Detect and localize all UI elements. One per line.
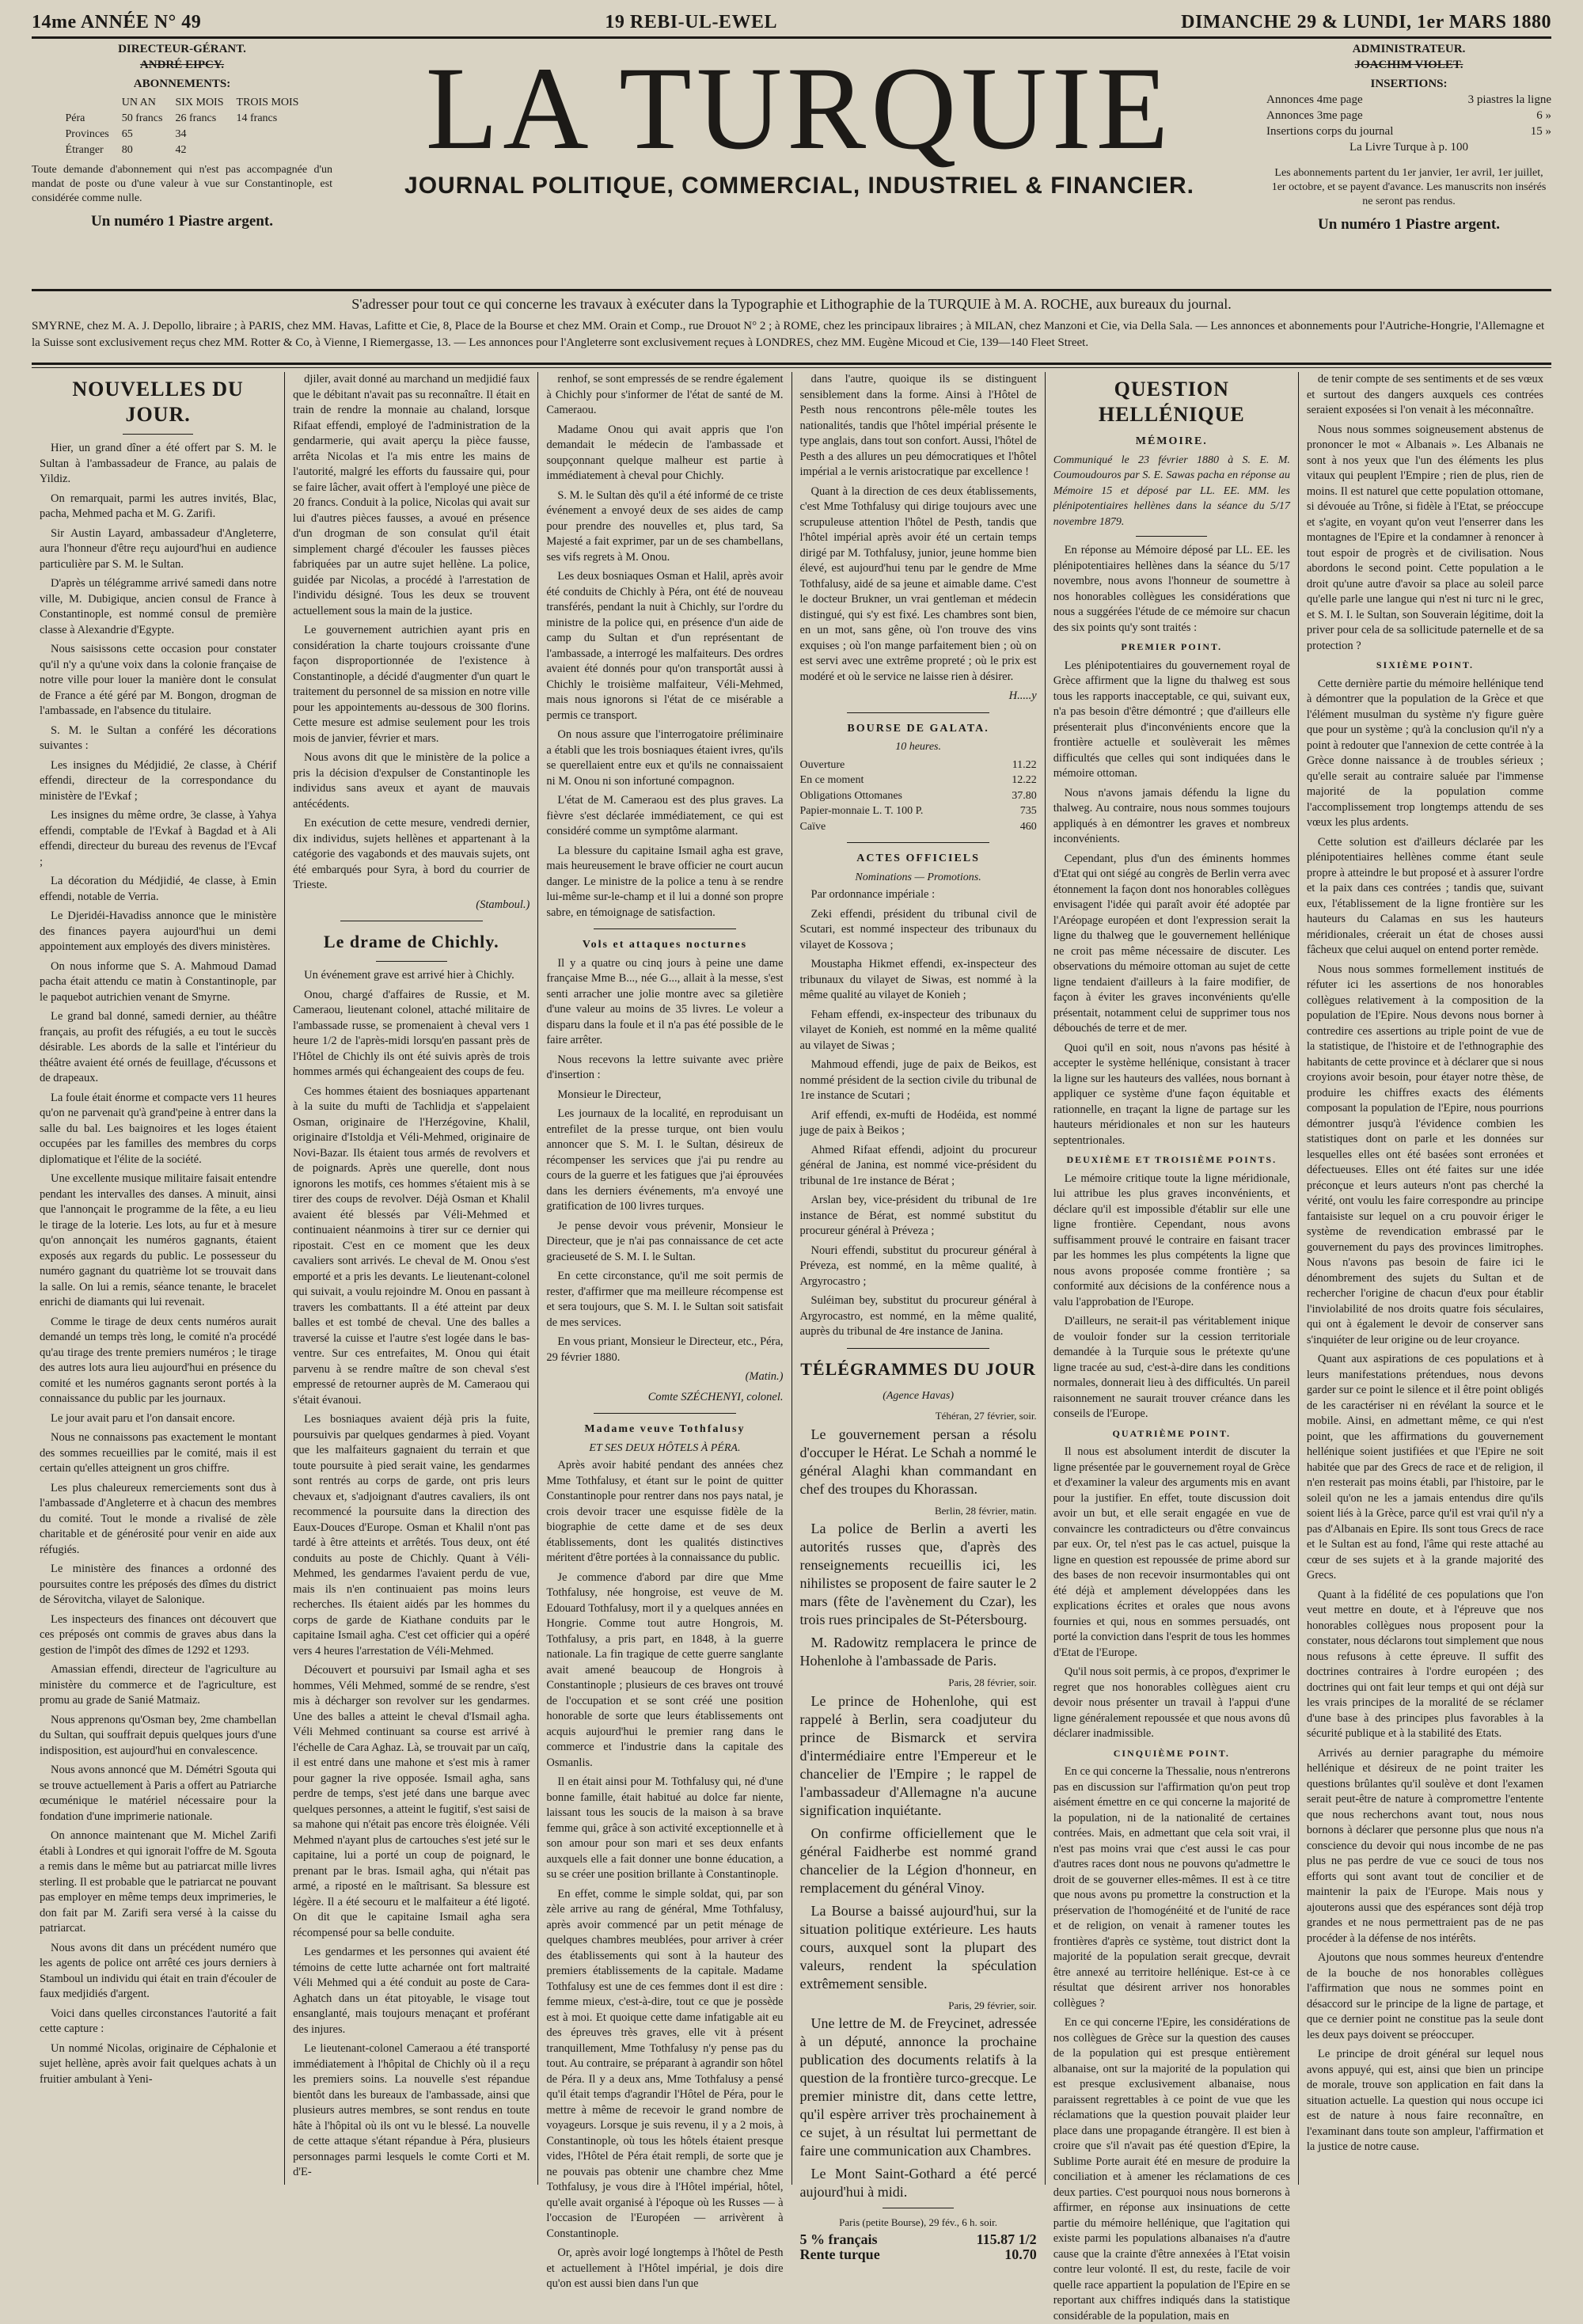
news-paragraph: djiler, avait donné au marchand un medjidié faux que le débitant n'avait pas su reconnaître. Il était en train de rendre la monnaie au chaland, lorsque Rifaat effendi, employé de l'administration de la gendarmerie, qui avait aperçu la pièce fausse, arrêta Nicolas et l'a mis entre les mains de l'autorité, malgré les efforts du faussaire qui, pour se faire lâcher, avait offert à l'employé une pièce de 20 francs. Conduit à la police, Nicolas qui avait sur lui d'autres pièces fausses, a avoué en présence d'un drogman de son consulat qu'il était simplement chargé d'écouler les fausses pièces fabriquées par un autre sujet hellène. La police, guidée par Nicolas, a procédé à l'arrestation de l'individu désigné. Tous les deux se trouvent actuellement sous la main de la justice. xyxy=(293,373,530,617)
bourse-row-label: Obligations Ottomanes xyxy=(799,789,903,802)
insertions-row xyxy=(1266,92,1551,108)
memoire-paragraph: Cette solution est d'ailleurs déclarée par les plénipotentiaires hellènes comme étant seule propre à atteindre le but proposé et à assurer l'ordre et la paix dans ces contrées ; tandis que, suivant eux, l'établissement de la ligne frontière sur les hauteurs du Calamas en sus les hauteurs méridionales, créerait un état de choses aussi fâcheux que celui auquel on entend porter remède. xyxy=(1306,835,1544,956)
news-paragraph: On nous informe que S. A. Mahmoud Damad pacha était attendu ce matin à Constantinople, par le paquebot autrichien venant de Smyrne. xyxy=(40,959,277,1004)
director-name: ANDRÉ EIPCY. xyxy=(139,59,225,71)
dateline xyxy=(32,8,1551,39)
article-paragraph: En effet, comme le simple soldat, qui, par son zèle arrive au rang de général, Mme Tothfalusy, après avoir commencé par un petit ménage de quelques chambres meublées, pour arriver à créer des établissements qui sont à la hauteur des premiers établissements de la capitale. Madame Tothfalusy est une de ces femmes dont il est dire : femme mieux, c'est-à-dire, tout ce que je possède est à moi. Et quoique cette dame infatigable ait eu des épreuves très graves, elle vit à présent tranquillement, Mme Tothfalusy n'y pense pas du tout. Au contraire, se préparant à agrandir son hôtel de Péra. Il y a deux ans, Mme Tothfalusy a pensé qu'il était temps d'agrandir l'Hôtel de Péra, pour le mettre à même de recevoir le grand nombre de voyageurs. Lorsque je suis revenu, il y a 2 mois, à Constantinople, où tous les hôtels étaient presque vides, l'Hôtel de Péra était rempli, de sorte que je ne pouvais pas obtenir une chambre chez Mme Tothfalusy, je vous dire à l'Hôtel impérial, hôtel, qu'elle avait organisé à l'époque où les Russes — à l'occasion de l'Européen — arrivèrent à Constantinople. xyxy=(546,1887,784,2240)
article-paragraph: Il y a quatre ou cinq jours à peine une dame française Mme B..., née G..., allait à la messe, s'est senti arracher une jolie montre avec sa giletière d'une valeur au moins de 35 livres. Le voleur a disparu dans la foule et il n'a pas été possible de le faire arrêter. xyxy=(546,956,784,1046)
newspaper-subtitle: JOURNAL POLITIQUE, COMMERCIAL, INDUSTRIEL & FINANCIER. xyxy=(404,173,1194,199)
article-paragraph: Nous recevons la lettre suivante avec prière d'insertion : xyxy=(546,1053,784,1081)
source-stamboul: (Stamboul.) xyxy=(476,898,530,911)
news-paragraph: Le jour avait paru et l'on dansait encore. xyxy=(51,1411,235,1425)
closing-row xyxy=(800,2232,1037,2248)
subs-row-label: Provinces xyxy=(65,128,109,140)
insertions-note: Les abonnements partent du 1er janvier, 1er avril, 1er juillet, 1er octobre, et se payent d'avance. Les manuscrits non insérés ne seront pas rendus. xyxy=(1271,167,1547,207)
memoire-paragraph: Quant aux aspirations de ces populations et à leurs manifestations prétendues, nous devons garder sur ce point le silence et il être point obligés de les caractériser ni en révélant la source et le mobile. Ainsi, en admettant même, ce qui n'est point, que les affirmations du gouvernement hellénique soient justifiées et que l'Epire ne soit habitée que par des Grecs de race et de religion, il n'en resterait pas moins établi, par l'histoire, par le soleil qu'on ne les a jamais entendus dire qu'ils soient liés à la Grèce, parce qu'il est vrai qu'il n'y a pas d'Albanais en Epire. Ils sont tous Grecs de race et le Sultan est au fond, l'âme qui reste attaché au cœur de ses sujets et à la grande majorité des Grecs. xyxy=(1306,1353,1544,1582)
subscriptions-row xyxy=(59,111,306,127)
insertions-row xyxy=(1266,108,1551,123)
subs-cell: 34 xyxy=(175,128,187,140)
news-paragraph: Le gouvernement autrichien ayant pris en considération la charte toujours croissante d'une façon disproportionnée de l'existence à Constantinople, a décidé d'augmenter d'un quart le traitement du personnel de sa mission en notre ville pour les appointements au-dessous de 300 florins. Cette mesure est admise seulement pour les trois mois de janvier, février et mars. xyxy=(293,624,530,745)
news-paragraph: Le grand bal donné, samedi dernier, au théâtre français, au profit des réfugiés, a eu tout le succès désirable. Les abords de la salle et l'intérieur du théâtre avaient été ornés de feuillage, d'écussons et de drapeaux. xyxy=(40,1010,277,1084)
article-paragraph: Je commence d'abord par dire que Mme Tothfalusy, née hongroise, est veuve de M. Edouard Tothfalusy, mort il y a quelques années en Hongrie. Comme tout autre Hongrois, M. Tothfalusy, a pris part, en 1848, à la guerre nationale. La fin tragique de cette guerre sanglante avait amené beaucoup de Hongrois à Constantinople ; plusieurs de ces braves ont trouvé de l'occupation et se sont créé une position honorable de sorte que leurs établissements ont acquis aujourd'hui le premier rang dans le commerce et l'industrie dans la capitale des Osmanlis. xyxy=(546,1570,784,1769)
memoire-continued xyxy=(1307,372,1543,654)
article-paragraph: La blessure du capitaine Ismail agha est grave, mais heureusement le brave officier ne court aucun danger. Le ministre de la police a tenu à se rendre lui-même sur-le-champ et il lui a donné son propre sabre, en témoignage de satisfaction. xyxy=(546,844,784,919)
telegram-dateline: Téhéran, 27 février, soir. xyxy=(935,1410,1037,1422)
article-paragraph: Un événement grave est arrivé hier à Chichly. xyxy=(304,969,514,982)
article-heading-chichly: Le drame de Chichly. xyxy=(323,932,499,951)
insertions-row xyxy=(1266,139,1551,155)
closing-row-label: 5 % français xyxy=(799,2231,878,2247)
telegram-paragraph: La Bourse a baissé aujourd'hui, sur la situation politique extérieure. Les hauts cours, auxquel sont la plupart des valeurs, rendent la spéculation extrêmement sensible. xyxy=(799,1902,1037,1992)
memoire-paragraph: Ajoutons que nous sommes heureux d'entendre de la bouche de nos honorables collègues l'affirmation que nous ne sommes point en désaccord sur le principe de la ligne de partage, et que ce dernier point ne constitue pas la seule dont les deux pays doivent se préoccuper. xyxy=(1306,1951,1544,2041)
bourse-row xyxy=(800,758,1037,773)
actes-paragraph: Nouri effendi, substitut du procureur général à Préveza, est nommé, en la même qualité, à Argyrocastro ; xyxy=(799,1244,1037,1288)
admin-label: ADMINISTRATEUR. xyxy=(1352,43,1466,55)
masthead xyxy=(32,41,1551,302)
telegram-paragraph: Une lettre de M. de Freycinet, adressée à un député, annonce la prochaine publication des documents relatifs à la question de la frontière turco-grecque. Le premier ministre dit, dans cette lettre, qu'il espère arriver très prochainement à ce sujet, à un résultat lui permettant de faire une communication aux Chambres. xyxy=(799,2015,1037,2159)
closing-label: Paris (petite Bourse), 29 fév., 6 h. soir. xyxy=(839,2216,998,2228)
closing-row xyxy=(800,2247,1037,2263)
subs-cell: 14 francs xyxy=(236,112,278,124)
article-subheading-tothfalusy: ET SES DEUX HÔTELS À PÉRA. xyxy=(589,1441,741,1454)
article-paragraph: Après avoir habité pendant des années chez Mme Tothfalusy, et étant sur le point de quitter Constantinople pour rentrer dans nos pays natal, je crois devoir tracer une esquisse fidèle de la biographie de cette dame et de ses deux établissements, dont les qualités distinctives méritent d'être portées à la connaissance du public. xyxy=(546,1459,784,1564)
article-chichly-continued xyxy=(546,372,783,921)
subs-row-label: Étranger xyxy=(65,144,104,156)
article-paragraph: Il en était ainsi pour M. Tothfalusy qui, né d'une bonne famille, était habitué au dolce far niente, laissant tous les soucis de la maison à sa brave femme qui, grâce à son activité exceptionnelle et à son amour pour son mari et ses deux enfants auxquels elle a fait donner une bonne éducation, a su se créer une position brillante à Constantinople. xyxy=(546,1775,784,1881)
memoire-paragraph: Qu'il nous soit permis, à ce propos, d'exprimer le regret que nos honorables collègues aient cru devoir nous présenter un travail à l'appui d'une ligne généralement repoussée et que nous avons dû déclarer inadmissible. xyxy=(1053,1665,1290,1740)
subscriptions-header-row xyxy=(59,95,306,111)
printing-notice: S'adresser pour tout ce qui concerne les travaux à exécuter dans la Typographie et Lithographie de la TURQUIE à M. A. ROCHE, aux bureaux du journal. xyxy=(351,296,1232,312)
bourse-row-value: 12.22 xyxy=(1012,774,1037,786)
memoire-paragraph: En réponse au Mémoire déposé par LL. EE. les plénipotentiaires hellènes dans la séance du 5/17 novembre, nous avons l'honneur de soumettre à nos honorables collègues les considérations que nous a suggérées l'étude de ce mémoire sur chacun des six points qu'y sont traités : xyxy=(1053,544,1290,634)
bourse-row-value: 460 xyxy=(1019,820,1037,833)
article-paragraph: Je pense devoir vous prévenir, Monsieur le Directeur, que je n'ai pas connaissance de cet acte gracieuseté de S. M. I. le Sultan. xyxy=(546,1219,784,1263)
article-paragraph: L'état de M. Cameraou est des plus graves. La fièvre s'est déclarée immédiatement, ce qui est considéré comme un symptôme alarmant. xyxy=(546,794,784,837)
news-paragraph: S. M. le Sultan a conféré les décorations suivantes : xyxy=(40,723,277,752)
divider xyxy=(376,961,447,962)
column-4 xyxy=(792,372,1046,2262)
news-paragraph: On remarquait, parmi les autres invités, Blac, pacha, Mehmed pacha et M. G. Zarifi. xyxy=(40,492,277,520)
dateline-issue: 14me ANNÉE N° 49 xyxy=(32,11,202,32)
subs-cell: 80 xyxy=(121,144,133,156)
article-paragraph: S. M. le Sultan dès qu'il a été informé de ce triste événement a envoyé deux de ses aides de camp pour prendre des nouvelles et, plus tard, Sa Majesté a fait exprimer, par un de ses chambellans, ses vifs regrets à M. Onou. xyxy=(546,488,784,564)
memoire-paragraph: Cependant, plus d'un des éminents hommes d'Etat qui ont siégé au congrès de Berlin verra avec étonnement la façon dont nos honorables collègues envisagent l'idée qui paraît avoir été adoptée par l'Aréopage européen et dont l'expression serait la ligne du thalweg que le gouvernement hellénique ne croit pas même nécessaire de discuter. Les observations du mémoire ottoman au sujet de cette ligne tendaient d'ailleurs à la faire modifier, de façon à éviter les graves inconvénients qu'elle présentait, notamment celui de supprimer tous nos débouchés de terre et de mer. xyxy=(1053,852,1290,1035)
telegram-dateline: Paris, 28 février, soir. xyxy=(948,1677,1037,1688)
actes-paragraph: Arif effendi, ex-mufti de Hodéida, est nommé juge de paix à Beikos ; xyxy=(799,1108,1037,1137)
subs-cell xyxy=(230,127,306,142)
insertions-label: Annonces 3me page xyxy=(1266,109,1363,122)
telegram xyxy=(800,2015,1037,2201)
memoire-paragraph: Nous nous sommes soigneusement abstenus de prononcer le mot « Albanais ». Les Albanais ne sont à nos yeux que l'un des éléments les plus vitaux qui peuplent l'Empire ; rien de plus, rien de moins. Il est naturel que cette population ottomane, si dévouée au Trône, si fidèle à l'Etat, se préoccupe et s'agite, en voyant qu'on veut l'enserrer dans les montagnes de l'Epire et la condamner à renoncer à tout espoir de progrès et de civilisation. Nous abordons le second point. Cette population a le droit qu'une autre d'avoir sa place au soleil parce qu'elle parle une langue qui n'est ni turc ni le grec, et S. M. I. le Sultan, son Souverain légitime, doit la priver pour cela de sa sollicitude paternelle et de sa protection ? xyxy=(1306,423,1544,652)
news-paragraph: Le Djeridéi-Havadiss annonce que le ministère des finances payera aujourd'hui un demi appointement aux employés des divers ministères. xyxy=(40,909,277,953)
memoire-intro: Communiqué le 23 février 1880 à S. E. M. Coumoudouros par S. E. Sawas pacha en réponse au Mémoire 15 et déposé par LL. EE. MM. les plénipotentiaires hellènes dans la séance du 5/17 novembre 1879. xyxy=(1053,454,1290,528)
bourse-row-value: 735 xyxy=(1019,805,1037,817)
insertions-value: 6 » xyxy=(1536,109,1551,122)
subs-cell: 50 francs xyxy=(121,112,163,124)
article-paragraph: Onou, chargé d'affaires de Russie, et M. Cameraou, lieutenant colonel, attaché militaire de l'ambassade russe, se promenaient à cheval vers 1 heure 1/2 de l'après-midi lorsqu'en passant près de l'Hôtel de Chichly ils ont été suivis après de trois hommes armés qui échangeaient des coups de feu. xyxy=(293,988,530,1078)
article-paragraph: Or, après avoir logé longtemps à l'hôtel de Pesth et actuellement à l'Hôtel impérial, je dois dire qu'on est aussi bien dans l'un que xyxy=(546,2246,784,2290)
article-paragraph: En cette circonstance, qu'il me soit permis de rester, d'affirmer que ma meilleure récompense est et sera toujours, que S. M. I. le Sultan soit satisfait de mes services. xyxy=(546,1270,784,1329)
telegrams-agency: (Agence Havas) xyxy=(883,1389,954,1402)
point-heading: DEUXIÈME ET TROISIÈME POINTS. xyxy=(1066,1154,1277,1165)
news-body xyxy=(40,441,276,2087)
divider xyxy=(32,289,1551,291)
memoire-paragraph: Quant à la fidélité de ces populations que l'on veut mettre en doute, et à l'épreuve que nos honorables collègues nous proposent pour la constater, nous déclarons tout simplement que nous nous refusons à cette épreuve. Il suffit des doctrines contraires à l'ordre européen ; des doctrines qui ont fait leur temps et qui ont déjà sur les vrais principes de la moralité de se réclamer d'une base à des principes plus favorables à la sécurité publique et à la stabilité des Etats. xyxy=(1306,1588,1544,1740)
divider xyxy=(847,842,989,843)
newspaper-title: LA TURQUIE xyxy=(425,43,1174,174)
actes-paragraph: Moustapha Hikmet effendi, ex-inspecteur des tribunaux du vilayet de Siwas, est nommé à la même qualité au vilayet de Konieh ; xyxy=(799,958,1037,1001)
issue-price-left: Un numéro 1 Piastre argent. xyxy=(91,213,273,230)
memoire-paragraph: Le mémoire critique toute la ligne méridionale, lui attribue les plus graves inconvénients, et déclare qu'il est impossible d'établir sur elle une ligne frontière. Cependant, nous avons suffisamment prouvé le contraire en faisant tracer par les hommes les plus compétents la ligne que nous avons proposée comme frontière ; sa conformité aux décisions de la conférence nous a valu l'approbation de l'Europe. xyxy=(1053,1171,1290,1308)
news-paragraph: Nous avons annoncé que M. Démétri Sgouta qui se trouve actuellement à Paris a offert au Patriarche œcuménique le matériel nécessaire pour la fondation d'une imprimerie nationale. xyxy=(40,1764,277,1823)
telegrams-heading: TÉLÉGRAMMES DU JOUR xyxy=(800,1358,1036,1379)
memoire-paragraph: Cette dernière partie du mémoire hellénique tend à démontrer que la population de la Grèce et que l'élément musulman du système n'y figure guère que pour un système ; qu'à la conclusion qu'il n'y a point à redouter que l'annexion de cette contrée à la Grèce donne naissance à de troubles sérieux ; qu'elle serait au contraire saluée par l'immense majorité de la population comme l'accomplissement trop longtemps attendu de ses vœux les plus ardents. xyxy=(1306,677,1544,829)
telegram-paragraph: On confirme officiellement que le général Faidherbe est nommé grand chancelier de la Légion d'honneur, en remplacement du général Vinoy. xyxy=(799,1825,1037,1896)
closing-row-value: 115.87 1/2 xyxy=(976,2231,1037,2247)
article-vols-body xyxy=(546,956,783,1366)
masthead-subscriptions xyxy=(32,41,332,230)
news-paragraph: La foule était énorme et compacte vers 11 heures qu'on ne parvenait qu'à grand'peine à entrer dans la salle du bal. Les baignoires et les loges étaient occupées par les familles des membres du corps diplomatique et l'élite de la société. xyxy=(40,1091,277,1166)
memoire-paragraph: En ce qui concerne la Thessalie, nous n'entrerons pas en discussion sur l'affirmation qu'on peut trop aisément émettre en ce qui concerne la majorité de la population, ni de la nationalité de certaines contrées. Mais, en admettant que cela soit vrai, il n'est pas moins vrai que c'est aussi le cas pour d'autres races dont nous ne pouvons qu'admettre le droit de se gouverner elles-mêmes. Il est à ce titre que nous avons pu promettre la construction et la préservation de l'homogénéité et de l'unité de race et de religion, on venait à ramener toutes les frontières d'après ce système, tout district dont la majorité de la population serait grecque, devrait être annexé au territoire hellénique. Est-ce à ce résultat que désirent arriver nos honorables collègues ? xyxy=(1053,1765,1290,2010)
news-paragraph: Les inspecteurs des finances ont découvert que ces préposés ont commis de graves abus dans la gestion de l'impôt des dîmes de 1292 et 1293. xyxy=(40,1612,277,1657)
subscriptions-table xyxy=(59,95,306,158)
article-paragraph: Les journaux de la localité, en reproduisant un entrefilet de la presse turque, ont bien voulu annoncer que S. M. I. le Sultan, désireux de récompenser les services que j'ai pu rendre au cours de la guerre et les fatigues que j'ai éprouvées dans les derniers événements, m'a envoyé une gratification de 100 livres turques. xyxy=(546,1107,784,1213)
actes-heading: ACTES OFFICIELS xyxy=(856,853,980,864)
divider xyxy=(594,1413,736,1414)
telegram-paragraph: Le Mont Saint-Gothard a été percé aujourd'hui à midi. xyxy=(799,2166,1037,2200)
memoire-paragraph: de tenir compte de ses sentiments et de ses vœux et surtout des dangers auxquels ces contrées seraient exposées si l'on venait à les méconnaître. xyxy=(1306,373,1544,416)
columns xyxy=(32,372,1551,2322)
telegram-paragraph: M. Radowitz remplacera le prince de Hohenlohe à l'ambassade de Paris. xyxy=(799,1635,1037,1669)
telegram xyxy=(800,1692,1037,1993)
actes-paragraph: Suléiman bey, substitut du procureur général à Argyrocastro, est nommé, en la même qualité, auprès du tribunal de 4re instance de Janina. xyxy=(799,1294,1037,1338)
subs-col-three: TROIS MOIS xyxy=(236,97,299,108)
insertions-title: INSERTIONS: xyxy=(1370,78,1448,90)
news-continued xyxy=(293,372,530,894)
article-paragraph: Les gendarmes et les personnes qui avaient été témoins de cette lutte acharnée ont fort maltraité Véli Mehmed qui a été conduit au poste de Cara-Aghatch dans un état pitoyable, le visage tout ensanglanté, mais toujours menaçant et proférant des injures. xyxy=(293,1946,530,2036)
point-heading: QUATRIÈME POINT. xyxy=(1112,1427,1232,1439)
subs-col-six: SIX MOIS xyxy=(175,97,224,108)
closing-row-value: 10.70 xyxy=(1004,2246,1037,2262)
subscriptions-row xyxy=(59,127,306,142)
memoire-paragraph: Quoi qu'il en soit, nous n'avons pas hésité à accepter le système hellénique, consistant à tracer la ligne sur les hauteurs des vallées, nous bornant à appliquer ce système d'une façon équitable et rationnelle, en traçant la ligne de partage sur les hauteurs méridionales et non sur les hauteurs septentrionales. xyxy=(1053,1041,1290,1147)
news-paragraph: Les plus chaleureux remerciements sont dus à l'ambassade d'Angleterre et à chacun des membres du comité. Tout le monde a rivalisé de zèle charitable et de générosité pour venir en aide aux réfugiés. xyxy=(40,1481,277,1556)
article-paragraph: dans l'autre, quoique ils se distinguent sensiblement dans la forme. Ainsi à l'Hôtel de Pesth nous rencontrons pêle-mêle toutes les nationalités, tandis que l'hôtel impérial présente le type anglais, dans tout son confort. Aussi, l'hôtel de Pesth a des allures un peu démocratiques et l'hôtel impérial a le vernis aristocratique par excellence ! xyxy=(799,373,1037,478)
news-paragraph: Nous saisissons cette occasion pour constater qu'il n'y a qu'une voix dans la colonie française de notre ville pour louer la manière dont le consulat de France a été géré par M. Bongon, drogman de l'ambassade, en l'absence du titulaire. xyxy=(40,643,277,717)
telegram-paragraph: Le gouvernement persan a résolu d'occuper le Hérat. Le Schah a nommé le général Alaghi khan commandant en chef des troupes du Khorassan. xyxy=(799,1426,1037,1497)
memoire-paragraph: Le principe de droit général sur lequel nous avons appuyé, qui est, ainsi que bien un principe de morale, trouve son application en fait dans la situation actuelle. La question qui nous occupe ici est de nature à nous faire reconnaître, en l'examinant dans toute son ampleur, l'affirmation et la justice de notre cause. xyxy=(1306,2048,1544,2153)
article-paragraph: Quant à la direction de ces deux établissements, c'est Mme Tothfalusy qui dirige toujours avec une scrupuleuse attention l'hôtel de Pesth, tandis que l'hôtel impérial après avoir été un certain temps dirigé par M. Tothfalusy, junior, jeune homme bien élevé, est aujourd'hui tenu par le gendre de Mme Tothfalusy, aidé de sa jeune et aimable dame. C'est le docteur Brukner, un vrai gentleman et médecin distingué, qui s'y est fixé. Les chambres sont bien, en un mot, sans gêne, où l'on trouve des vins exquises ; où l'on mange parfaitement bien ; où on est servi avec une extrême propreté ; où le prix est modéré et où le service ne laisse rien à désirer. xyxy=(799,484,1037,683)
telegram-paragraph: La police de Berlin a averti les autorités russes que, d'après des renseignements recueillis ici, les nihilistes se proposent de faire sauter le 2 mars (fête de l'avènement du Czar), les trois rues principales de St-Pétersbourg. xyxy=(799,1521,1037,1627)
subs-col-year: UN AN xyxy=(121,97,156,108)
memoire-body xyxy=(1053,1764,1290,2324)
memoire-body xyxy=(1053,1445,1290,1742)
news-paragraph: Nous avons dit dans un précédent numéro que les agents de police ont arrêté ces jours derniers à Stamboul un individu qui était en train d'écouler de faux medjidiés d'argent. xyxy=(40,1941,277,2000)
letter-signature: Comte SZÉCHENYI, colonel. xyxy=(647,1390,784,1403)
telegram xyxy=(800,1520,1037,1670)
subscriptions-note: Toute demande d'abonnement qui n'est pas accompagnée d'un mandat de poste ou d'une valeur à vue sur Constantinople, est considérée comme nulle. xyxy=(32,164,332,204)
bourse-row-label: Ouverture xyxy=(799,758,845,771)
memoire-paragraph: En ce qui concerne l'Epire, les considérations de nos collègues de Grèce sur la question des causes de la population qui est presque entièrement albanaise, ont sur la majorité de la population qui est presque exclusivement albanaise, nous paraissent regrettables à ce point de vue que les réclamations que la question pouvait plaider leur place dans une propagande étrangère. Il est bien à croire que s'il n'avait pas été question d'Epire, la Sublime Porte aurait été en mesure de produire la conciliation et à amener les réclamations de ces deux parties. C'est pourquoi nous nous bornerons à affirmer, en réponse aux insinuations de cette partie du mémoire hellénique, que l'agitation qui existe parmi les populations albanaises n'a d'autre cause que la crainte d'être annexées à l'Etat voisin contre leur volonté. Il est, du reste, facile de voir quelle race appartient la population de l'Epire en se reportant aux chiffres indiqués dans la statistique considérable de la population, mais en xyxy=(1053,2016,1290,2322)
column-2 xyxy=(285,372,538,2185)
bourse-row xyxy=(800,819,1037,835)
article-paragraph: Le lieutenant-colonel Cameraou a été transporté immédiatement à l'hôpital de Chichly où il a reçu les premiers soins. La nouvelle s'est répandue bientôt dans les bureaux de l'ambassade, ainsi que plusieurs autres membres, se sont rendus en toute hâte à l'hôpital où ils ont vu le blessé. La nouvelle de cette attaque s'étant répandue à Péra, plusieurs personnages parmi lesquels le comte Corti et M. d'E- xyxy=(293,2042,530,2178)
telegram-dateline: Berlin, 28 février, matin. xyxy=(934,1504,1037,1517)
actes-paragraph: Zeki effendi, président du tribunal civil de Scutari, est nommé inspecteur des tribunaux du vilayet de Kossova ; xyxy=(799,907,1037,951)
closing-row-label: Rente turque xyxy=(799,2246,880,2262)
bourse-heading: BOURSE DE GALATA. xyxy=(847,722,989,735)
subs-row-label: Péra xyxy=(65,112,85,124)
bourse-row-label: En ce moment xyxy=(799,774,864,786)
article-tothfalusy-continued xyxy=(800,372,1037,685)
article-heading-vols: Vols et attaques nocturnes xyxy=(582,939,748,951)
subs-cell xyxy=(230,142,306,158)
actes-subheading: Nominations — Promotions. xyxy=(855,871,981,883)
hellenic-question-heading: QUESTION HELLÉNIQUE xyxy=(1098,378,1245,426)
insertions-value: 15 » xyxy=(1530,125,1551,138)
news-paragraph: Hier, un grand dîner a été offert par S. M. le Sultan à l'ambassadeur de France, au palais de Yildiz. xyxy=(40,442,277,485)
memoire-paragraph: Nous nous sommes formellement institués de réfuter ici les assertions de nos honorables collègues relativement à la composition de la population de l'Epire. Nous devons nous borner à contredire ces assertions au triple point de vue de la statistique, de l'histoire et de l'ethnographie des habitants de cette province et à déclarer que si nous croyions avoir besoin, pour étayer notre thèse, de produire les chiffres exacts des éléments composant la population de l'Epire, nous pourrions démontrer jusqu'à l'évidence combien les statistiques dont on parle et les données sur lesquelles elles ont été basées sont erronées et défectueuses. Elles ont été faites sur une idée préconçue et leurs auteurs n'ont pas cherché la vérité, ont voulu les faire correspondre au principe fantaisiste sur lequel on a cru pouvoir ériger le système de revendication embrassé par le gouvernement du pays des provinces limitrophes. Nous n'avons pas besoin de faire ici le dénombrement des sujets du Sultan et de rechercher l'origine de chacun d'eux pour établir l'inviolabilité de nos droits quatre fois séculaires, qui ont à également le devoir de conserver sans s'inquiéter de leur origine ou de leur croyance. xyxy=(1306,963,1544,1346)
news-paragraph: Un nommé Nicolas, originaire de Céphalonie et sujet hellène, après avoir fait quelques achats à un fruitier ambulant à Yeni- xyxy=(40,2041,277,2086)
divider xyxy=(32,367,1551,368)
divider xyxy=(594,928,736,929)
bourse-row xyxy=(800,803,1037,819)
article-heading-tothfalusy: Madame veuve Tothfalusy xyxy=(584,1423,746,1435)
telegrams-body xyxy=(800,1408,1037,2201)
masthead-title-block xyxy=(348,41,1251,199)
news-paragraph: En exécution de cette mesure, vendredi dernier, dix individus, sujets hellènes et appartenant à la catégorie des vagabonds et des mauvais sujets, ont été embarqués pour Syra, à bord du courrier de Trieste. xyxy=(293,817,530,891)
divider xyxy=(847,1348,989,1349)
insertions-label: La Livre Turque à p. 100 xyxy=(1350,141,1468,154)
article-paragraph: Les deux bosniaques Osman et Halil, après avoir été conduits de Chichly à Péra, ont été de nouveau transférés, pendant la nuit à Chichly, sur l'ordre du ministre de la police qui, en présence d'un aide de camp du Sultan et d'un représentant de l'ambassade, a interrogé les malfaiteurs. Des ordres avaient été donnés pour qu'on transportât aussi à Chichly le troisième malfaiteur, Véli-Mehmed, mais nous ignorons si l'état de ce misérable a permis ce transport. xyxy=(546,570,784,722)
article-paragraph: Monsieur le Directeur, xyxy=(557,1088,662,1101)
article-paragraph: Madame Onou qui avait appris que l'on demandait le médecin de l'ambassade et soupçonnant quelque malheur est partie à immédiatement à cheval pour Chichly. xyxy=(546,423,784,482)
bourse-row-value: 37.80 xyxy=(1012,789,1037,802)
memoire-paragraph: Les plénipotentiaires du gouvernement royal de Grèce affirment que la ligne du thalweg est sous tous les rapports inacceptable, ce qui, suivant eux, n'a pas besoin d'être démontré ; que d'ailleurs elle présenterait plus d'inconvénients encore que la frontière actuelle et soulèverait les mêmes difficultés que celles qui sont indiquées dans le mémoire ottoman. xyxy=(1053,659,1290,780)
point-heading: CINQUIÈME POINT. xyxy=(1113,1747,1230,1759)
memoire-paragraph: Nous n'avons jamais défendu la ligne du thalweg. Au contraire, nous nous sommes toujours appliqués à en démontrer les graves et nombreux inconvénients. xyxy=(1053,786,1290,845)
article-tothfalusy-body xyxy=(546,1458,783,2292)
director-label: DIRECTEUR-GÉRANT. xyxy=(118,43,246,55)
news-paragraph: Nous ne connaissons pas exactement le montant des sommes recueillies par le comité, mais il est certain qu'elles atteignent un gros chiffre. xyxy=(40,1431,277,1475)
admin-name: JOACHIM VIOLET. xyxy=(1354,59,1463,71)
divider xyxy=(847,712,989,713)
actes-body xyxy=(800,887,1037,1340)
bourse-row-label: Papier-monnaie L. T. 100 P. xyxy=(799,805,924,817)
dateline-hijri: 19 REBI-UL-EWEL xyxy=(605,11,777,32)
insertions-row xyxy=(1266,123,1551,139)
actes-paragraph: Ahmed Rifaat effendi, adjoint du procureur général de Janina, est nommé vice-président du tribunal de 1re instance de Bérat ; xyxy=(799,1143,1037,1187)
actes-paragraph: Par ordonnance impériale : xyxy=(810,888,936,901)
news-paragraph: Voici dans quelles circonstances l'autorité a fait cette capture : xyxy=(40,2007,277,2035)
article-paragraph: En vous priant, Monsieur le Directeur, etc., Péra, 29 février 1880. xyxy=(546,1335,784,1364)
column-1 xyxy=(32,372,285,2185)
bourse-time: 10 heures. xyxy=(895,741,941,753)
memoire-paragraph: Arrivés au dernier paragraphe du mémoire hellénique et désireux de ne point traiter les questions brûlantes qu'il soulève et dont l'examen serait peut-être de nature à compromettre l'entente que nous recherchons avant tout, nous nous bornons à déclarer que personne plus que nous n'a conscience du devoir qui nous incombe de ne pas plus ne pas perdre de vue ce souci de tous nos efforts qui sont avant tout de concilier et de maintenir la paix de l'Europe. Mais nous y ajouterons aussi que des espérances sont déjà trop grandes et ne nous permettraient pas de ne pas procéder à la défense de nos intérêts. xyxy=(1306,1746,1544,1945)
article-paragraph: On nous assure que l'interrogatoire préliminaire a établi que les trois bosniaques étaient ivres, qu'ils se querellaient entre eux et qu'ils ne connaissaient ni M. Onou ni son infortuné compagnon. xyxy=(546,728,784,788)
telegram-dateline: Paris, 29 février, soir. xyxy=(948,1999,1037,2011)
actes-paragraph: Arslan bey, vice-président du tribunal de 1re instance de Bérat, est nommé substitut du procureur général à Préveza ; xyxy=(799,1194,1037,1237)
news-heading: NOUVELLES DU JOUR. xyxy=(72,378,244,426)
telegram-paragraph: Le prince de Hohenlohe, qui est rappelé à Berlin, sera coadjuteur du prince de Bismarck et servira d'intermédiaire entre l'Empereur et le chancelier de l'Empire ; le rappel de l'ambassadeur d'Allemagne n'a aucune signification inquiétante. xyxy=(799,1692,1037,1818)
actes-paragraph: Feham effendi, ex-inspecteur des tribunaux du vilayet de Konieh, est nommé en la même qualité au vilayet de Siwas ; xyxy=(799,1008,1037,1052)
agencies-notice: SMYRNE, chez M. A. J. Depollo, libraire ; à PARIS, chez MM. Havas, Lafitte et Cie, 8, Place de la Bourse et chez MM. Orain et Comp., rue Drouot N° 2 ; à ROME, chez les principaux libraires ; à MILAN, chez Manzoni et Cie, via Della Sala. — Les annonces et abonnements pour l'Autriche-Hongrie, l'Allemagne et la Suisse sont exclusivement reçus chez MM. Rotter & Co, à Vienne, I Riemergasse, 13. — Les annonces pour l'Angleterre sont exclusivement reçues à LONDRES, chez MM. Eugène Micoud et Cie, 139—140 Fleet Street. xyxy=(32,320,1545,349)
masthead-insertions xyxy=(1266,41,1551,233)
bourse-row xyxy=(800,773,1037,788)
news-paragraph: Comme le tirage de deux cents numéros aurait demandé un temps très long, le comité n'a procédé qu'au tirage des trente premiers numéros ; le tirage des autres lots aura lieu aujourd'hui en présence du comité et les numéros gagnants seront portés à la connaissance du public par les journaux. xyxy=(40,1315,277,1405)
news-paragraph: Les insignes du Médjidié, 2e classe, à Chérif effendi, directeur de la correspondance du ministère de l'Evkaf ; xyxy=(40,758,277,803)
column-3 xyxy=(538,372,792,2290)
divider xyxy=(123,434,194,435)
news-paragraph: D'après un télégramme arrivé samedi dans notre ville, M. Dubigique, ancien consul de France à Constantinople, est nommé consul de première classe à Alexandrie d'Egypte. xyxy=(40,577,277,636)
insertions-label: Annonces 4me page xyxy=(1266,93,1363,106)
actes-paragraph: Mahmoud effendi, juge de paix de Beikos, est nommé président de la section civile du tribunal de 1re instance de Scutari ; xyxy=(799,1058,1037,1102)
news-paragraph: Les insignes du même ordre, 3e classe, à Yahya effendi, comptable de l'Evkaf à Bagdad et à Ali effendi, directeur du bureau des revenus de l'Evcaf ; xyxy=(40,809,277,868)
divider xyxy=(1136,536,1207,537)
bourse-table xyxy=(800,758,1037,835)
bourse-row-value: 11.22 xyxy=(1012,758,1037,771)
subscriptions-title: ABONNEMENTS: xyxy=(133,78,231,90)
memoire-heading: MÉMOIRE. xyxy=(1135,435,1208,447)
article-paragraph: Découvert et poursuivi par Ismail agha et ses hommes, Véli Mehmed, sommé de se rendre, s'est mis à décharger son revolver sur les gendarmes. Une des balles a atteint le cheval d'Ismail agha. Véli Mehmed continuant sa course est arrivé à l'échelle de Cara Aghaz. Là, se trouvait par un caïq, il est entré dans une mahone et s'est mis à ramer pour gagner la rive opposée. Ismail agha, sans perdre de temps, s'est jeté dans une barque avec quelques personnes, a atteint le fugitif, s'est saisi de sa mahone qui n'était pas encore très éloignée. Véli Mehmed n'ayant plus de cartouches s'est jeté sur le capitaine, lui a porté un coup de poignard, le prenant par le bras. Ismail agha, qui n'était pas armé, a riposté en le maîtrisant. Sa blessure est légère. Il a été secouru et le malfaiteur a été ligoté. On dit que le capitaine Ismail agha sera récompensé pour sa belle conduite. xyxy=(293,1664,530,1939)
news-paragraph: Sir Austin Layard, ambassadeur d'Angleterre, aura l'honneur d'être reçu aujourd'hui en audience particulière par S. M. le Sultan. xyxy=(40,526,277,571)
issue-price-right: Un numéro 1 Piastre argent. xyxy=(1318,216,1500,233)
subscriptions-row xyxy=(59,142,306,158)
subs-cell: 65 xyxy=(121,128,133,140)
telegram xyxy=(800,1426,1037,1498)
news-paragraph: Une excellente musique militaire faisait entendre pendant les intervalles des danses. A minuit, ainsi que l'annonçait le programme de la fête, a eu lieu le tirage de la loterie. Les lots, au fur et à mesure qu'on annonçait les numéros gagnants, étaient exposés aux regards du public. Le possesseur du numéro gagnant du quatrième lot se trouvait dans la salle. On lui a remis, séance tenante, le bracelet enrichi de diamants qui lui revenait. xyxy=(40,1172,277,1308)
closing-quotes xyxy=(800,2232,1037,2263)
article-paragraph: renhof, se sont empressés de se rendre également à Chichly pour s'informer de l'état de santé de M. Cameraou. xyxy=(546,373,784,416)
news-paragraph: Amassian effendi, directeur de l'agriculture au ministère du commerce et de l'agriculture, est promu au grade de Sanié Matmaiz. xyxy=(40,1663,277,1707)
news-paragraph: On annonce maintenant que M. Michel Zarifi établi à Londres et qui ignorait l'offre de M. Sgouta a remis dans le même but au patriarcat mille livres sterling. Il est probable que le patriarcat ne pouvant pas employer en même temps deux imprimeries, le don fait par M. Zarifi sera versé à la caisse du patriarcat. xyxy=(40,1829,277,1935)
article-chichly-body xyxy=(293,968,530,2181)
memoire-body xyxy=(1053,1171,1290,1422)
bourse-row xyxy=(800,788,1037,804)
bourse-row-label: Caïve xyxy=(799,820,826,833)
memoire-body xyxy=(1307,677,1543,2155)
memoire-paragraph: D'ailleurs, ne serait-il pas véritablement inique de vouloir fonder sur la cession territoriale demandée à la Turquie sous le prétexte qu'une ligne tracée au sud, c'est-à-dire dans les conditions normales, donnerait lieu à des difficultés. Un pareil raisonnement ne saurait trouver créance dans les conseils de l'Europe. xyxy=(1053,1315,1290,1420)
dateline-date: DIMANCHE 29 & LUNDI, 1er MARS 1880 xyxy=(1181,11,1551,32)
point-heading: SIXIÈME POINT. xyxy=(1376,659,1475,670)
column-6 xyxy=(1299,372,1551,2185)
subs-cell: 42 xyxy=(175,144,187,156)
memoire-body xyxy=(1053,659,1290,1149)
point-heading: PREMIER POINT. xyxy=(1121,641,1223,652)
news-paragraph: Le ministère des finances a ordonné des poursuites contre les préposés des dîmes du district de Sérovitcha, vilayet de Salonique. xyxy=(40,1563,277,1606)
insertions-label: Insertions corps du journal xyxy=(1266,125,1394,138)
news-paragraph: La décoration du Médjidié, 4e classe, à Emin effendi, notable de Verria. xyxy=(40,875,277,903)
news-paragraph: Nous avons dit que le ministère de la police a pris la décision d'expulser de Constantinople les individus sans aveux et ayant de mauvais antécédents. xyxy=(293,751,530,811)
column-5 xyxy=(1046,372,1299,2322)
article-paragraph: Ces hommes étaient des bosniaques appartenant à la suite du mufti de Tachlidja et s'appelaient Osman, originaire de l'Herzégovine, Khalil, originaire d'Istoldja et Véli-Mehmed, originaire de Novi-Bazar. Ils étaient tous armés de revolvers et de poignards. Après une querelle, dont nous ignorons les motifs, ces hommes s'étaient mis à se tirer des coups de revolver. Déjà Osman et Khalil avaient été blessés par Véli-Mehmed et continuaient néanmoins à tirer sur ce dernier qui ripostait. C'est en ce moment que les deux cavaliers sont arrivés. Le cheval de M. Onou s'est emporté et a pris les devants. Le lieutenant-colonel qui suivait, a voulu rejoindre M. Onou en passant à travers les combattants. Il a été atteint par deux balles et est tombé de cheval. Une des balles a traversé la cuisse et l'autre s'est logée dans le bas-ventre. Sur ces entrefaites, M. Onou qui était parvenu à se rendre maître de son cheval s'est empressé de retourner auprès de M. Cameraou qui s'était évanoui. xyxy=(293,1084,530,1407)
news-paragraph: Nous apprenons qu'Osman bey, 2me chambellan du Sultan, qui souffrait depuis quelques jours d'une indisposition, est aujourd'hui en convalescence. xyxy=(40,1713,277,1757)
memoire-body xyxy=(1053,543,1290,636)
divider xyxy=(32,363,1551,365)
memoire-paragraph: Il nous est absolument interdit de discuter la ligne présentée par le gouvernement royal de Grèce et d'examiner la valeur des arguments mis en avant pour la justifier. En effet, toute discussion doit avoir un but, et elle serait engagée en vue de convaincre les contradicteurs ou d'être convaincus par eux. Or, tel n'est pas le cas actuel, puisque la ligne en question est repoussée de prime abord sur des bases de non recevoir insurmontables qui ont été déjà et amplement développées dans les explications écrites et orales que nous avons fournies et qui, nous en sommes persuadés, ont porté la conviction dans l'esprit de tous les hommes d'Etat de l'Europe. xyxy=(1053,1445,1290,1659)
subs-cell: 26 francs xyxy=(175,112,217,124)
article-paragraph: Les bosniaques avaient déjà pris la fuite, poursuivis par quelques gendarmes à pied. Voyant que les malfaiteurs gagnaient du terrain et que toute poursuite à pied serait vaine, les gendarmes sont rentrés au corps de garde, ont pris leurs chevaux et, s'adjoignant d'autres cavaliers, ils ont recommencé la poursuite dans la direction des Eaux-Douces d'Europe. Osman et Khalil n'ont pas tardé à être atteints et arrêtés. Tous deux, ont été conduits au poste de Chichly. Quant à Véli-Mehmed, les gendarmes l'avaient perdu de vue, mais ils n'en continuaient pas moins leurs recherches. Ils étaient aidés par les hommes du corps de garde de Kiathane conduits par le capitaine Ismail agha. C'est cet officier qui a opéré vers 4 heures l'arrestation de Véli-Mehmed. xyxy=(293,1413,530,1658)
source-matin: (Matin.) xyxy=(745,1370,784,1383)
article-signature: H.....y xyxy=(1008,689,1037,702)
insertions-value: 3 piastres la ligne xyxy=(1467,93,1551,106)
